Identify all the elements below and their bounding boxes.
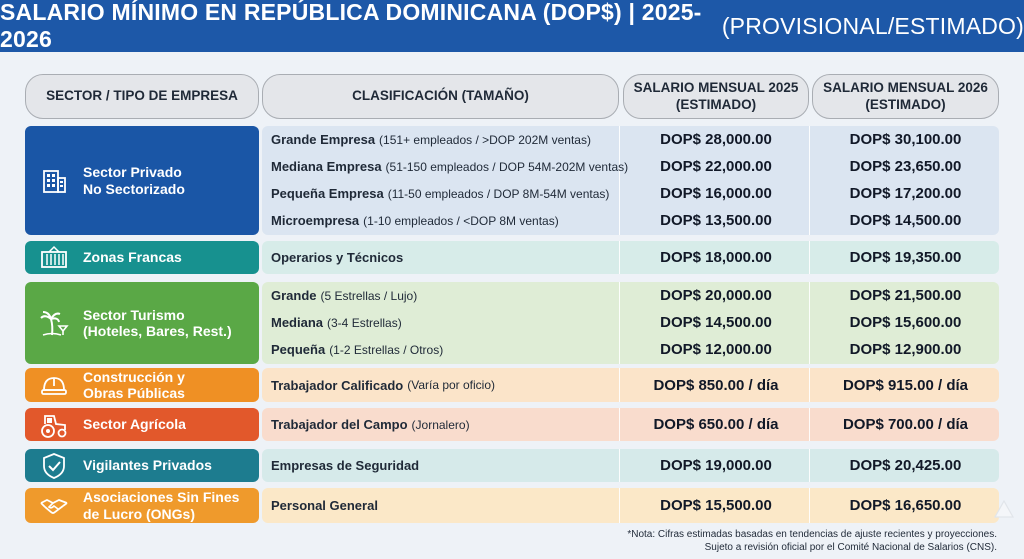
sector-label-line1: Sector Agrícola (83, 416, 186, 433)
sector-vigilantes (25, 449, 259, 482)
column-divider (619, 241, 620, 274)
handshake-icon (39, 491, 69, 521)
sector-ong (25, 488, 259, 523)
footnote-line2: Sujeto a revisión oficial por el Comité Nacional de Salarios (CNS). (704, 542, 997, 553)
building-icon (39, 166, 69, 196)
salary-2025: DOP$ 18,000.00 (660, 249, 772, 266)
sector-label-line2: Obras Públicas (83, 385, 185, 401)
classification-name: Grande Empresa (271, 132, 376, 147)
classification-name: Trabajador Calificado (271, 377, 404, 393)
salary-2026: DOP$ 21,500.00 (849, 287, 962, 304)
footnote-line1: *Nota: Cifras estimadas basadas en tendencias de ajuste recientes y proyecciones. (627, 529, 997, 540)
tractor-icon (39, 410, 69, 440)
salary-2025: DOP$ 15,500.00 (660, 497, 772, 514)
shipping-container-icon (39, 243, 69, 273)
column-divider (809, 282, 810, 364)
salary-2026: DOP$ 19,350.00 (849, 249, 962, 266)
classification-detail: (Varía por oficio) (407, 378, 496, 392)
classification-cell (271, 180, 609, 207)
classification-name: Empresas de Seguridad (271, 458, 420, 473)
classification-detail: (5 Estrellas / Lujo) (320, 288, 418, 303)
classification-name: Operarios y Técnicos (271, 250, 404, 265)
shield-check-icon (39, 451, 69, 481)
classification-name: Trabajador del Campo (271, 417, 408, 432)
salary-2025: DOP$ 650.00 / día (653, 416, 779, 433)
hard-hat-icon (39, 370, 69, 400)
classification-detail: (51-150 empleados / DOP 54M-202M ventas) (385, 159, 629, 174)
classification-cell (271, 207, 559, 234)
column-divider (619, 368, 620, 402)
classification-cell (271, 126, 591, 153)
header-2025 (623, 74, 809, 119)
column-divider (809, 126, 810, 235)
salary-2025: DOP$ 20,000.00 (660, 287, 772, 304)
column-divider (619, 408, 620, 441)
sector-label (83, 369, 185, 401)
salary-2026: DOP$ 23,650.00 (849, 158, 962, 175)
sector-label-line1: Sector Turismo (83, 306, 185, 323)
sector-agricola (25, 408, 259, 441)
salary-2025: DOP$ 13,500.00 (660, 212, 772, 229)
sector-label-line2: No Sectorizado (83, 180, 185, 197)
classification-cell (271, 336, 443, 363)
classification-name: Grande (271, 288, 317, 303)
palm-tree-icon (39, 308, 69, 338)
salary-2026: DOP$ 12,900.00 (849, 341, 962, 358)
classification-cell (271, 309, 402, 336)
sector-label (83, 457, 212, 473)
classification-cell (271, 282, 417, 309)
header-2025-line2: (ESTIMADO) (675, 96, 757, 112)
page-title-suffix: (PROVISIONAL/ESTIMADO) (721, 12, 1024, 39)
salary-2026: DOP$ 15,600.00 (849, 314, 962, 331)
classification-name: Pequeña Empresa (271, 186, 384, 201)
header-2026 (812, 74, 999, 119)
classification-detail: (Jornalero) (411, 417, 470, 432)
sector-label (83, 307, 232, 339)
classification-cell (271, 153, 628, 180)
sector-label-line1: Construcción y (83, 368, 185, 385)
sector-francas (25, 241, 259, 274)
classification-name: Microempresa (271, 213, 360, 228)
header-2026-line1: SALARIO MENSUAL 2026 (823, 79, 988, 95)
classification-detail: (1-2 Estrellas / Otros) (329, 342, 444, 357)
column-divider (619, 126, 620, 235)
column-divider (619, 282, 620, 364)
classification-cell (271, 449, 419, 482)
classification-cell (271, 488, 378, 523)
column-divider (619, 488, 620, 523)
classification-cell (271, 368, 495, 402)
sector-label (83, 164, 185, 196)
classification-detail: (11-50 empleados / DOP 8M-54M ventas) (387, 186, 610, 201)
header-sector-label: SECTOR / TIPO DE EMPRESA (46, 88, 238, 104)
sector-label-line1: Zonas Francas (83, 249, 182, 266)
salary-2026: DOP$ 14,500.00 (849, 212, 962, 229)
salary-2026: DOP$ 16,650.00 (849, 497, 962, 514)
header-2026-line2: (ESTIMADO) (865, 96, 946, 112)
column-divider (619, 449, 620, 482)
sector-label-line1: Asociaciones Sin Fines (83, 489, 240, 506)
header-clasificacion-label: CLASIFICACIÓN (TAMAÑO) (352, 88, 529, 104)
salary-2026: DOP$ 700.00 / día (842, 416, 969, 433)
classification-name: Personal General (271, 498, 378, 513)
column-divider (809, 449, 810, 482)
classification-detail: (151+ empleados / >DOP 202M ventas) (379, 132, 591, 147)
sector-label (83, 249, 182, 265)
column-divider (809, 241, 810, 274)
salary-2025: DOP$ 22,000.00 (660, 158, 772, 175)
sector-label-line2: de Lucro (ONGs) (83, 505, 196, 522)
sector-turismo (25, 282, 259, 364)
salary-2026: DOP$ 915.00 / día (842, 376, 969, 394)
salary-2025: DOP$ 14,500.00 (660, 314, 772, 331)
sector-label-line2: (Hoteles, Bares, Rest.) (83, 323, 232, 339)
sector-construccion (25, 368, 259, 402)
classification-name: Mediana Empresa (271, 159, 382, 174)
salary-2026: DOP$ 17,200.00 (849, 185, 962, 202)
classification-detail: (3-4 Estrellas) (327, 315, 402, 330)
column-divider (809, 488, 810, 523)
title-bar (0, 0, 1024, 52)
classification-detail: (1-10 empleados / <DOP 8M ventas) (363, 213, 559, 228)
header-clasificacion (262, 74, 619, 119)
classification-name: Mediana (271, 315, 324, 330)
salary-2025: DOP$ 19,000.00 (660, 457, 772, 474)
warning-icon (993, 498, 1015, 520)
page-title: SALARIO MÍNIMO EN REPÚBLICA DOMINICANA (DOP$) | 2025-2026 (0, 0, 702, 52)
salary-2026: DOP$ 30,100.00 (849, 131, 962, 148)
column-divider (809, 368, 810, 402)
footnote (627, 528, 997, 554)
classification-cell (271, 241, 403, 274)
salary-2026: DOP$ 20,425.00 (849, 457, 962, 474)
salary-2025: DOP$ 850.00 / día (653, 376, 779, 394)
sector-privado (25, 126, 259, 235)
salary-2025: DOP$ 28,000.00 (660, 131, 772, 148)
column-divider (809, 408, 810, 441)
classification-name: Pequeña (271, 342, 326, 357)
sector-label-line1: Sector Privado (83, 164, 182, 181)
header-2025-line1: SALARIO MENSUAL 2025 (633, 79, 799, 95)
sector-label-line1: Vigilantes Privados (83, 457, 212, 474)
classification-cell (271, 408, 470, 441)
sector-label (83, 489, 239, 521)
sector-label (83, 416, 186, 432)
salary-2025: DOP$ 16,000.00 (660, 185, 772, 202)
salary-2025: DOP$ 12,000.00 (660, 341, 772, 358)
header-sector (25, 74, 259, 119)
